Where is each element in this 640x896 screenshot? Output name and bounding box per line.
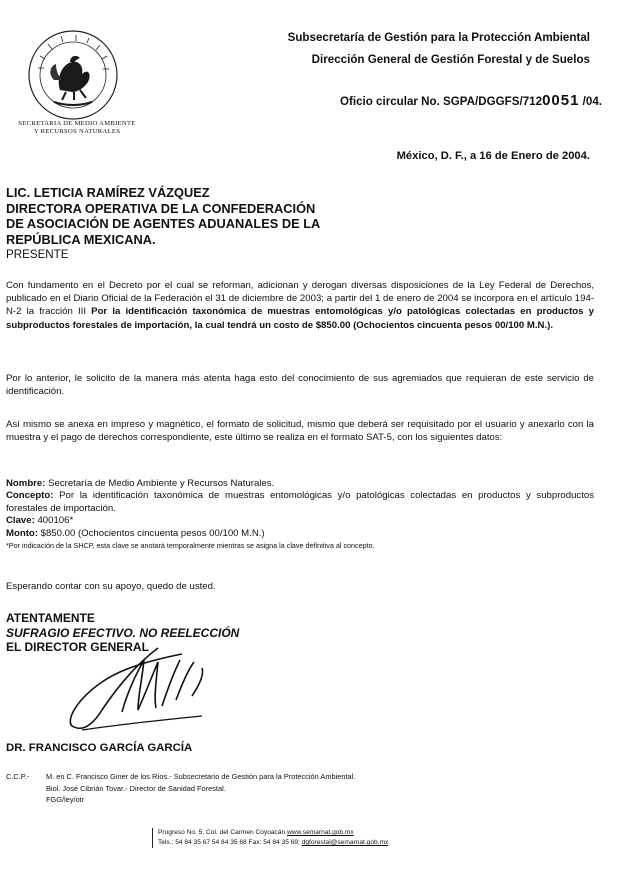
ccp-recipient-1: M. en C. Francisco Giner de los Ríos.- Subsecretario de Gestión para la Protección Ambiental. xyxy=(46,772,356,781)
body-paragraph-3: Así mismo se anexa en impreso y magnético, el formato de solicitud, mismo que deberá ser requisitado por el usuario y anexarlo con la muestra y el pago de derechos correspondiente, este último se realiza en el formato SAT-5, con los siguientes datos: xyxy=(6,419,594,444)
addressee-block xyxy=(6,185,426,263)
handwritten-signature xyxy=(62,640,212,740)
footer-address: Progreso No. 5, Col. del Carmen Coyoacán xyxy=(158,829,288,836)
header-line2: Dirección General de Gestión Forestal y de Suelos xyxy=(311,53,590,66)
closing-motto: SUFRAGIO EFECTIVO. NO REELECCIÓN xyxy=(6,625,240,640)
footer-email-link[interactable]: dgforestal@semarnat.gob.mx xyxy=(301,839,389,846)
seal-caption-line1: SECRETARIA DE MEDIO AMBIENTE xyxy=(18,120,136,127)
nombre-value: Secretaría de Medio Ambiente y Recursos Naturales. xyxy=(45,478,275,489)
monto-value: $850.00 (Ochocientos cincuenta pesos 00/100 M.N.) xyxy=(37,527,265,539)
clave-line xyxy=(6,515,594,527)
nombre-line xyxy=(6,478,594,490)
letter-date: México, D. F., a 16 de Enero de 2004. xyxy=(396,150,590,162)
oficio-prefix: Oficio circular No. SGPA/DGGFS/712 xyxy=(339,95,543,108)
addressee-title-3: REPÚBLICA MEXICANA. xyxy=(6,231,156,247)
p1-normal: Con fundamento en el Decreto por el cual se reforman, adicionan y derogan diversas disposiciones de la Ley Federal de Derechos, publicado en el Diario Oficial de la Federación el 31 de diciembre de 2003; a partir del 1 de enero de 2004 se incorpora en el artículo 194-N-2 la fracción III xyxy=(6,280,594,318)
body-paragraph-2: Por lo anterior, le solicito de la manera más atenta haga esto del conocimiento de sus agremiados que requieran de este servicio de identificación. xyxy=(6,373,594,398)
mexico-coat-of-arms-seal xyxy=(26,28,120,122)
monto-line xyxy=(6,528,594,540)
ccp-initials: FGG/ley/otr xyxy=(46,795,85,805)
oficio-stamped-number: 0051 xyxy=(542,92,580,109)
body-paragraph-4: Esperando contar con su apoyo, quedo de usted. xyxy=(6,581,216,592)
addressee-title-1: DIRECTORA OPERATIVA DE LA CONFEDERACIÓN xyxy=(6,200,316,216)
nombre-label: Nombre: xyxy=(6,478,46,489)
seal-caption-line2: Y RECURSOS NATURALES xyxy=(33,128,121,135)
concepto-line xyxy=(6,490,594,515)
footer-phone-line xyxy=(158,838,388,848)
seal-caption xyxy=(2,120,152,136)
ccp-recipient-2: Biol. José Cibrián Tovar.- Director de Sanidad Forestal. xyxy=(46,783,226,793)
signer-name: DR. FRANCISCO GARCÍA GARCÍA xyxy=(6,742,193,754)
ccp-label: C.C.P.- xyxy=(6,772,30,781)
clave-label: Clave: xyxy=(6,515,35,527)
body-paragraph-1 xyxy=(6,279,594,332)
clave-value: 400106* xyxy=(34,515,74,527)
footer-contact xyxy=(152,828,388,848)
presente: PRESENTE xyxy=(6,248,69,261)
footer-website-link[interactable]: www.semarnat.gob.mx xyxy=(287,829,354,836)
p1-bold: Por la identificación taxonómica de muestras entomológicas y/o patológicas colectadas en productos y subproductos forestales de importación, la cual tendrá un costo de $850.00 (Ochocientos cincuenta pesos 00/100 M.N.). xyxy=(6,306,594,331)
concepto-label: Concepto: xyxy=(6,490,54,502)
footer-phones: Tels.: 54 84 35 67 54 84 35 68 Fax: 54 84 35 69; xyxy=(158,839,302,846)
ccp-line1 xyxy=(6,771,506,783)
monto-label: Monto: xyxy=(6,527,38,539)
closing-atentamente: ATENTAMENTE xyxy=(6,611,95,625)
payment-details xyxy=(6,478,594,552)
closing-role: EL DIRECTOR GENERAL xyxy=(6,640,149,655)
addressee-name: LIC. LETICIA RAMÍREZ VÁZQUEZ xyxy=(6,185,210,200)
header-line1: Subsecretaría de Gestión para la Protección Ambiental xyxy=(287,31,590,44)
oficio-suffix: /04. xyxy=(579,95,602,108)
addressee-title-2: DE ASOCIACIÓN DE AGENTES ADUANALES DE LA xyxy=(6,216,321,231)
oficio-number xyxy=(340,92,602,109)
footnote: *Por indicación de la SHCP, esta clave se anotará temporalmente mientras se asigna la clave definitiva al concepto. xyxy=(6,541,375,551)
footer-address-line xyxy=(158,828,388,838)
concepto-value: Por la identificación taxonómica de muestras entomológicas y/o patológicas colectadas en productos y subproductos forestales de importación. xyxy=(6,490,594,514)
ccp-block xyxy=(6,771,506,806)
